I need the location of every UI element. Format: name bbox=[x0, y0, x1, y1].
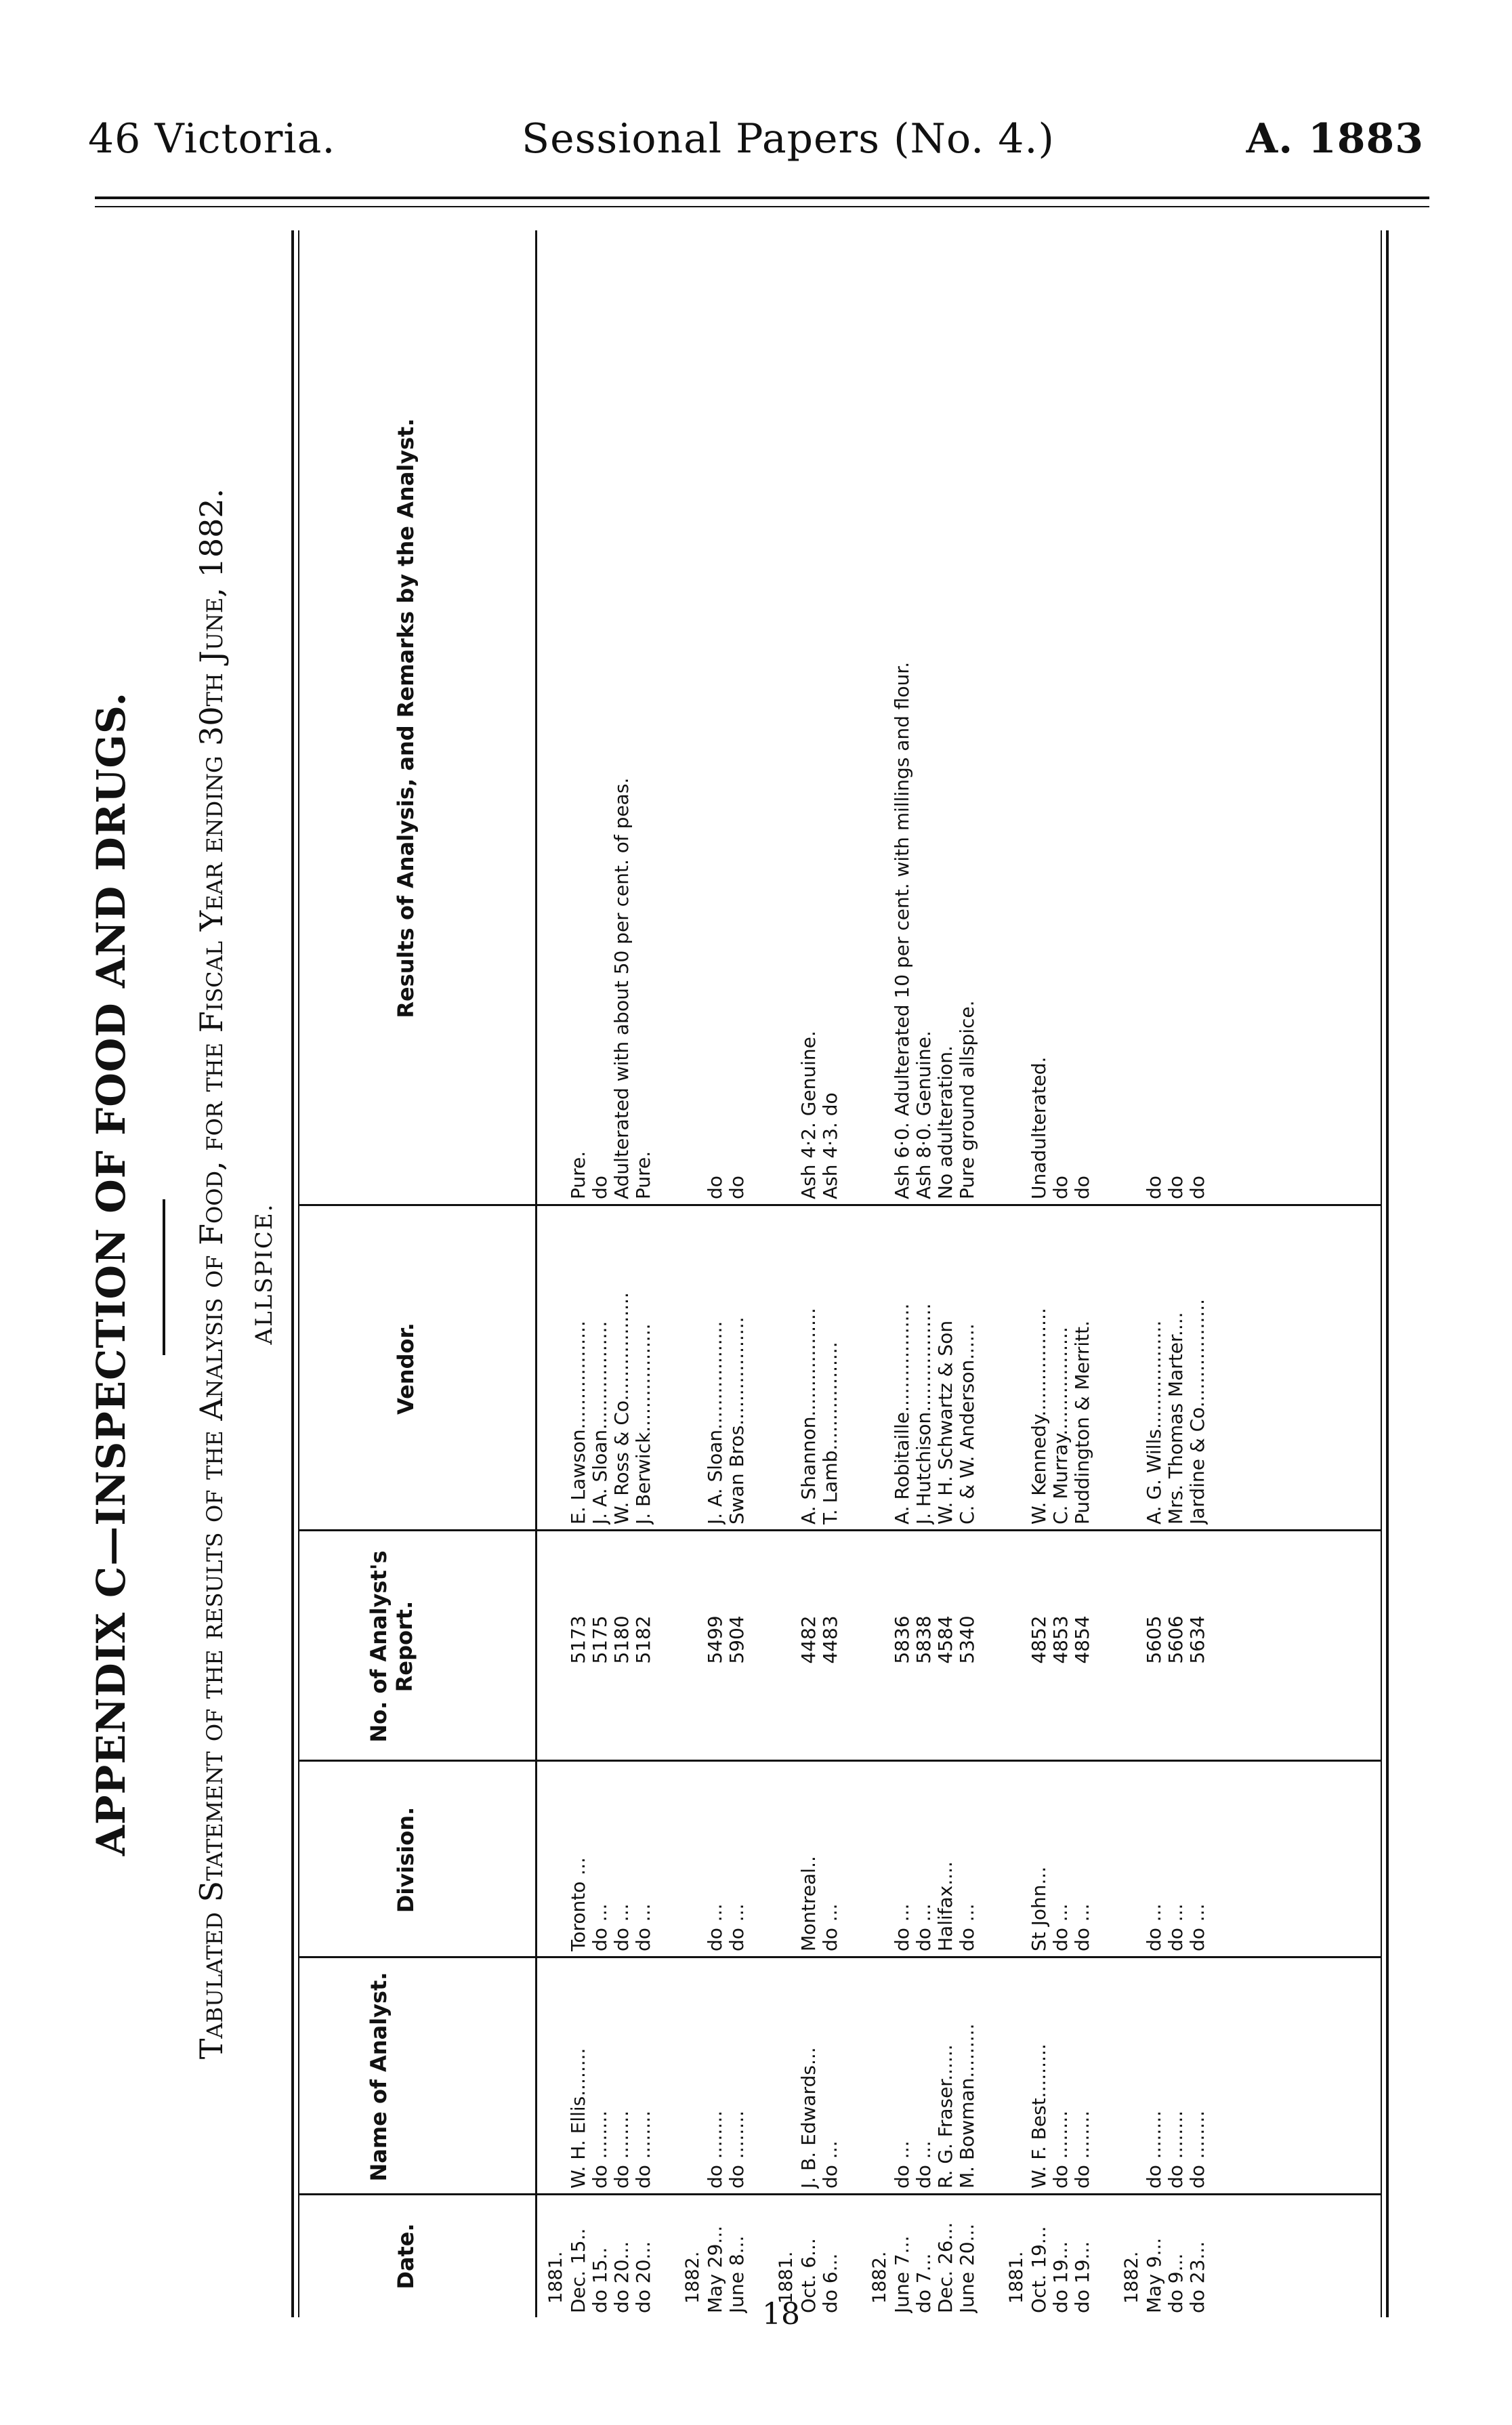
vendor-cell: J. Berwick.................. bbox=[632, 1323, 654, 1525]
vendor-cell: T. Lamb.................. bbox=[819, 1342, 841, 1525]
row-group bbox=[545, 230, 654, 2317]
date-cell: Oct. 19... bbox=[1028, 2226, 1050, 2313]
analyst-cell: do ........ bbox=[1186, 2110, 1209, 2189]
vendor-cell: W. H. Schwartz & Son bbox=[934, 1320, 957, 1525]
table-row bbox=[704, 230, 726, 2317]
division-cell: do ... bbox=[1143, 1903, 1165, 1951]
report-number-cell: 4854 bbox=[1071, 1615, 1093, 1664]
section-heading: ALLSPICE. bbox=[251, 1203, 278, 1345]
division-cell: do ... bbox=[819, 1903, 841, 1951]
result-cell: No adulteration. bbox=[934, 1045, 957, 1199]
date-cell: do 6... bbox=[819, 2253, 841, 2313]
vendor-cell: J. A. Sloan.................. bbox=[704, 1321, 726, 1525]
analyst-cell: do ........ bbox=[704, 2110, 726, 2189]
analyst-cell: do ........ bbox=[632, 2110, 654, 2189]
result-cell: Adulterated with about 50 per cent. of peas. bbox=[610, 777, 633, 1199]
division-cell: do ... bbox=[726, 1903, 748, 1951]
report-number-cell: 5838 bbox=[912, 1615, 935, 1664]
date-cell: Oct. 6... bbox=[797, 2238, 820, 2313]
table-row bbox=[1143, 230, 1164, 2317]
date-cell: do 9... bbox=[1164, 2253, 1187, 2313]
report-number-cell: 4483 bbox=[819, 1615, 841, 1664]
vendor-cell: Mrs. Thomas Marter.... bbox=[1164, 1312, 1187, 1525]
analyst-cell: do ........ bbox=[1071, 2110, 1093, 2189]
table-row bbox=[797, 230, 819, 2317]
report-number-cell: 5634 bbox=[1186, 1615, 1209, 1664]
table-body bbox=[545, 230, 1236, 2317]
analyst-cell: J. B. Edwards... bbox=[797, 2047, 820, 2189]
table-row bbox=[632, 230, 654, 2317]
result-cell: Unadulterated. bbox=[1028, 1056, 1050, 1199]
vendor-cell: J. Hutchison.................. bbox=[912, 1303, 935, 1525]
date-cell: do 20... bbox=[632, 2241, 654, 2313]
date-cell: June 20... bbox=[956, 2223, 978, 2313]
table-row bbox=[1049, 230, 1071, 2317]
analyst-cell: do ........ bbox=[1049, 2110, 1072, 2189]
report-number-cell: 5605 bbox=[1143, 1615, 1165, 1664]
header-rule-thin bbox=[95, 206, 1429, 207]
table-row bbox=[726, 230, 747, 2317]
date-cell: June 8... bbox=[726, 2235, 748, 2313]
table-row bbox=[912, 230, 934, 2317]
division-cell: Montreal.. bbox=[797, 1856, 820, 1951]
division-cell: do ... bbox=[1186, 1903, 1209, 1951]
result-cell: do bbox=[589, 1176, 611, 1199]
date-cell: May 29... bbox=[704, 2225, 726, 2313]
row-group bbox=[1121, 230, 1208, 2317]
rotated-table-page bbox=[75, 230, 1429, 2317]
date-cell: do 23... bbox=[1186, 2241, 1209, 2313]
vendor-cell: C. Murray.................. bbox=[1049, 1327, 1072, 1525]
division-cell: Halifax.... bbox=[934, 1861, 957, 1951]
report-number-cell: 5340 bbox=[956, 1615, 978, 1664]
result-cell: Ash 6·0. Adulterated 10 per cent. with millings and flour. bbox=[891, 661, 913, 1199]
date-cell: Dec. 26... bbox=[934, 2222, 957, 2313]
date-cell: do 19... bbox=[1071, 2241, 1093, 2313]
division-cell: do ... bbox=[610, 1903, 633, 1951]
date-cell: do 20... bbox=[610, 2241, 633, 2313]
running-header-left: 46 Victoria. bbox=[88, 115, 336, 163]
report-number-cell: 5836 bbox=[891, 1615, 913, 1664]
year-label: 1882. bbox=[1121, 2251, 1142, 2304]
vendor-cell: A. Shannon.................. bbox=[797, 1308, 820, 1525]
report-number-cell: 5904 bbox=[726, 1615, 748, 1664]
running-header-right: A. 1883 bbox=[1246, 115, 1424, 163]
division-cell: do ... bbox=[912, 1903, 935, 1951]
date-cell: do 19... bbox=[1049, 2241, 1072, 2313]
result-cell: Pure. bbox=[632, 1151, 654, 1199]
analysis-table bbox=[291, 230, 1389, 2317]
table-row bbox=[1028, 230, 1049, 2317]
date-cell: June 7... bbox=[891, 2235, 913, 2313]
analyst-cell: do ... bbox=[819, 2140, 841, 2189]
table-bottom-rule bbox=[1386, 230, 1389, 2317]
result-cell: do bbox=[1071, 1176, 1093, 1199]
year-label: 1881. bbox=[545, 2251, 566, 2304]
year-label: 1881. bbox=[1006, 2251, 1027, 2304]
column-header-analyst: Name of Analyst. bbox=[366, 1972, 392, 2182]
analyst-cell: do ........ bbox=[589, 2110, 611, 2189]
report-number-cell: 5499 bbox=[704, 1615, 726, 1664]
column-header-vendor: Vendor. bbox=[393, 1323, 419, 1415]
column-header-date: Date. bbox=[393, 2223, 419, 2289]
analyst-cell: do ........ bbox=[610, 2110, 633, 2189]
table-row bbox=[589, 230, 610, 2317]
analyst-cell: W. F. Best......... bbox=[1028, 2044, 1050, 2189]
division-cell: do ... bbox=[891, 1903, 913, 1951]
vendor-cell: Swan Bros.................. bbox=[726, 1317, 748, 1525]
result-cell: Ash 4·3. do bbox=[819, 1092, 841, 1199]
analyst-cell: do ........ bbox=[1164, 2110, 1187, 2189]
division-cell: do ... bbox=[1164, 1903, 1187, 1951]
report-number-cell: 4482 bbox=[797, 1615, 820, 1664]
date-cell: May 9... bbox=[1143, 2237, 1165, 2313]
report-number-cell: 4584 bbox=[934, 1615, 957, 1664]
result-cell: Pure ground allspice. bbox=[956, 1000, 978, 1199]
division-cell: do ... bbox=[589, 1903, 611, 1951]
year-label: 1882. bbox=[869, 2251, 890, 2304]
appendix-title: APPENDIX C—INSPECTION OF FOOD AND DRUGS. bbox=[88, 692, 134, 1857]
date-cell: do 7... bbox=[912, 2253, 935, 2313]
division-cell: do ... bbox=[704, 1903, 726, 1951]
date-cell: Dec. 15.. bbox=[567, 2228, 589, 2313]
vendor-cell: E. Lawson.................. bbox=[567, 1321, 589, 1525]
column-header-division: Division. bbox=[393, 1806, 419, 1913]
analyst-cell: do ........ bbox=[1143, 2110, 1165, 2189]
header-rule bbox=[95, 196, 1429, 199]
page-number: 18 bbox=[762, 2297, 800, 2331]
vendor-cell: Jardine & Co.................. bbox=[1186, 1299, 1209, 1525]
division-cell: do ... bbox=[632, 1903, 654, 1951]
report-number-cell: 4852 bbox=[1028, 1615, 1050, 1664]
result-cell: do bbox=[1143, 1176, 1165, 1199]
result-cell: do bbox=[726, 1176, 748, 1199]
division-cell: do ... bbox=[1071, 1903, 1093, 1951]
header-separator bbox=[535, 230, 537, 2317]
division-cell: St John... bbox=[1028, 1866, 1050, 1951]
division-cell: do ... bbox=[1049, 1903, 1072, 1951]
report-number-cell: 5173 bbox=[567, 1615, 589, 1664]
date-cell: do 15.. bbox=[589, 2247, 611, 2313]
row-group bbox=[776, 230, 841, 2317]
analyst-cell: do ... bbox=[912, 2140, 935, 2189]
report-number-cell: 5175 bbox=[589, 1615, 611, 1664]
result-cell: Ash 4·2. Genuine. bbox=[797, 1031, 820, 1199]
table-top-rule bbox=[291, 230, 294, 2317]
report-number-cell: 5180 bbox=[610, 1615, 633, 1664]
year-label: 1882. bbox=[682, 2251, 703, 2304]
year-label: 1881. bbox=[776, 2251, 797, 2304]
table-row bbox=[891, 230, 912, 2317]
result-cell: do bbox=[1186, 1176, 1209, 1199]
column-header-results: Results of Analysis, and Remarks by the Analyst. bbox=[393, 418, 419, 1018]
table-row bbox=[610, 230, 632, 2317]
vendor-cell: J. A. Sloan.................. bbox=[589, 1321, 611, 1525]
table-row bbox=[956, 230, 978, 2317]
division-cell: do ... bbox=[956, 1903, 978, 1951]
vendor-cell: W. Kennedy.................. bbox=[1028, 1308, 1050, 1525]
column-header-report-number: No. of Analyst's Report. bbox=[366, 1550, 417, 1743]
analyst-cell: M. Bowman......... bbox=[956, 2023, 978, 2189]
row-group bbox=[682, 230, 747, 2317]
row-group bbox=[869, 230, 978, 2317]
table-row bbox=[1071, 230, 1093, 2317]
table-row bbox=[1186, 230, 1208, 2317]
row-group bbox=[1006, 230, 1093, 2317]
result-cell: Pure. bbox=[567, 1151, 589, 1199]
result-cell: do bbox=[704, 1176, 726, 1199]
vendor-cell: A. G. Wills.................. bbox=[1143, 1320, 1165, 1525]
vendor-cell: C. & W. Anderson...... bbox=[956, 1323, 978, 1525]
analyst-cell: R. G. Fraser...... bbox=[934, 2044, 957, 2189]
analyst-cell: W. H. Ellis........ bbox=[567, 2048, 589, 2189]
table-row bbox=[934, 230, 956, 2317]
title-divider bbox=[163, 1199, 165, 1355]
result-cell: Ash 8·0. Genuine. bbox=[912, 1031, 935, 1199]
table-row bbox=[1164, 230, 1186, 2317]
division-cell: Toronto ... bbox=[567, 1857, 589, 1951]
vendor-cell: W. Ross & Co.................. bbox=[610, 1292, 633, 1525]
table-row bbox=[567, 230, 589, 2317]
result-cell: do bbox=[1164, 1176, 1187, 1199]
statement-subtitle: Tabulated Statement of the results of the Analysis of Food, for the Fiscal Year ending 30th June, 1882. bbox=[193, 488, 230, 2060]
report-number-cell: 5182 bbox=[632, 1615, 654, 1664]
vendor-cell: Puddington & Merritt. bbox=[1071, 1320, 1093, 1525]
analyst-cell: do ........ bbox=[726, 2110, 748, 2189]
table-top-rule-thin bbox=[298, 230, 299, 2317]
report-number-cell: 5606 bbox=[1164, 1615, 1187, 1664]
analyst-cell: do ... bbox=[891, 2140, 913, 2189]
table-bottom-rule-thin bbox=[1381, 230, 1382, 2317]
report-number-cell: 4853 bbox=[1049, 1615, 1072, 1664]
table-row bbox=[819, 230, 841, 2317]
result-cell: do bbox=[1049, 1176, 1072, 1199]
running-header-center: Sessional Papers (No. 4.) bbox=[522, 115, 1055, 163]
vendor-cell: A. Robitaille.................. bbox=[891, 1303, 913, 1525]
